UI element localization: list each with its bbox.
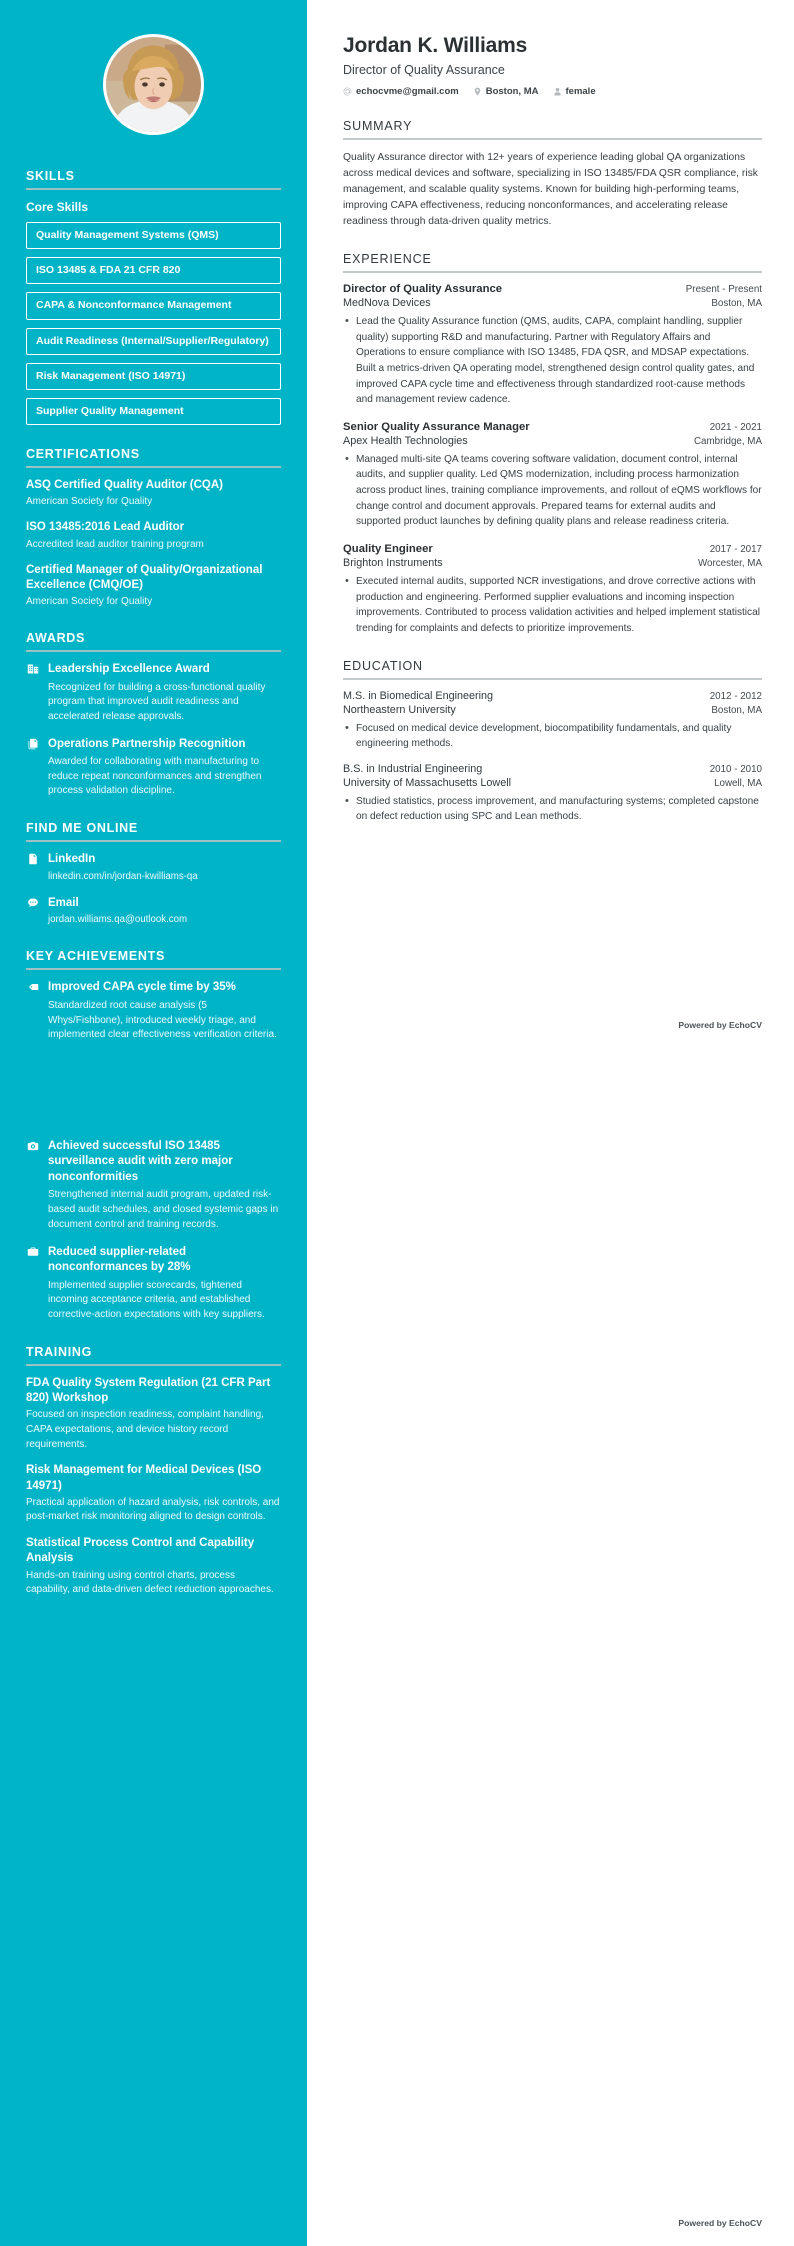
divider	[26, 968, 281, 970]
bullet: • Focused on medical device development, biocompatibility fundamentals, and quality engineering methods.	[356, 721, 762, 752]
online-profile-email[interactable]	[26, 896, 281, 928]
experience-item-subheader	[343, 435, 762, 447]
skill-chip: Risk Management (ISO 14971)	[26, 363, 281, 390]
certification-issuer: Accredited lead auditor training program	[26, 538, 204, 550]
core-skills-subheading: Core Skills	[26, 200, 89, 214]
camera-icon	[26, 1139, 40, 1152]
location-pin-icon	[473, 87, 482, 96]
education-item-header	[343, 763, 762, 775]
bullet: • Lead the Quality Assurance function (QMS, audits, CAPA, complaint handling, supplier quality) supporting R&D and manufacturing. Partner with Regulatory Affairs and Operations to ensure compliance with ISO 13485, FDA QSR, and MDSAP expectations. Built a metrics-driven QA operating model, strengthened design control quality gates, and improved CAPA cycle time and effectiveness through standardized root-cause methods and management review cadence.	[356, 314, 762, 408]
education-location: Lowell, MA	[714, 777, 762, 789]
education-school: University of Massachusetts Lowell	[343, 776, 512, 789]
training-item	[26, 1376, 281, 1453]
contact-location-text: Boston, MA	[485, 86, 539, 98]
award-body	[48, 737, 281, 800]
find-me-online-heading: FIND ME ONLINE	[26, 821, 138, 836]
award-description: Awarded for collaborating with manufacturing to reduce repeat nonconformances and strengthen process validation discipline.	[48, 756, 262, 797]
experience-bullets	[343, 452, 762, 530]
find-me-online-section	[26, 821, 281, 927]
summary-text: Quality Assurance director with 12+ years of experience leading global QA organizations across medical devices and software, specializing in ISO 13485/FDA QSR compliance, risk management, and scalable quality systems. Known for building high-performing teams, improving CAPA effectiveness, reducing nonconformances, and accelerating release readiness through data-driven quality metrics.	[343, 152, 758, 227]
divider	[26, 188, 281, 190]
experience-dates: 2017 - 2017	[709, 544, 762, 555]
education-degree: B.S. in Industrial Engineering	[343, 762, 483, 775]
experience-dates: 2021 - 2021	[709, 421, 762, 433]
key-achievements-section	[26, 949, 281, 1322]
awards-heading: AWARDS	[26, 631, 86, 645]
job-role-subtitle: Director of Quality Assurance	[343, 63, 505, 78]
divider	[343, 271, 762, 273]
training-heading: TRAINING	[26, 1344, 93, 1359]
certification-item	[26, 520, 281, 551]
certification-title: ASQ Certified Quality Auditor (CQA)	[26, 479, 223, 492]
education-dates: 2012 - 2012	[709, 690, 762, 702]
experience-location: Boston, MA	[711, 297, 762, 309]
avatar-container	[26, 34, 281, 135]
divider	[26, 466, 281, 468]
training-title: Risk Management for Medical Devices (ISO 14971)	[26, 1464, 262, 1492]
achievement-title: Reduced supplier-related nonconformances by 28%	[48, 1245, 191, 1274]
training-description: Practical application of hazard analysis, risk controls, and post-market risk monitoring aligned to design controls.	[26, 1496, 280, 1523]
main-content	[307, 0, 794, 2246]
experience-location: Worcester, MA	[697, 558, 762, 569]
divider	[26, 1364, 281, 1366]
experience-item	[343, 421, 762, 530]
experience-item	[343, 543, 762, 637]
online-profile-label: LinkedIn	[48, 853, 96, 866]
experience-bullets	[343, 574, 762, 637]
experience-job-title: Senior Quality Assurance Manager	[343, 420, 530, 433]
copy-icon	[26, 737, 40, 750]
chat-icon	[26, 896, 40, 909]
education-section	[343, 659, 762, 826]
achievement-description: Strengthened internal audit program, updated risk-based audit schedules, and closed systemic gaps in document control and training records.	[48, 1189, 279, 1230]
avatar	[103, 34, 204, 135]
summary-heading: SUMMARY	[343, 119, 413, 134]
achievement-title: Achieved successful ISO 13485 surveillance audit with zero major nonconformities	[48, 1139, 233, 1183]
skills-section	[26, 169, 281, 425]
experience-location: Cambridge, MA	[693, 435, 762, 447]
briefcase-icon	[26, 1245, 40, 1258]
experience-item-header	[343, 421, 762, 433]
building-icon	[26, 662, 40, 675]
achievement-item	[26, 1245, 281, 1323]
contact-gender	[553, 86, 596, 97]
award-item	[26, 662, 281, 725]
avatar-photo	[106, 37, 201, 132]
online-profile-linkedin[interactable]	[26, 852, 281, 884]
key-achievements-heading: KEY ACHIEVEMENTS	[26, 949, 166, 964]
education-degree: M.S. in Biomedical Engineering	[343, 689, 494, 702]
at-icon	[343, 87, 352, 96]
education-location: Boston, MA	[711, 704, 762, 716]
online-profile-body	[48, 852, 281, 884]
achievement-title: Improved CAPA cycle time by 35%	[48, 981, 236, 994]
divider	[343, 138, 762, 140]
certifications-heading: CERTIFICATIONS	[26, 447, 140, 462]
online-profile-url[interactable]: linkedin.com/in/jordan-kwilliams-qa	[48, 870, 198, 882]
education-dates: 2010 - 2010	[709, 763, 762, 775]
certifications-section	[26, 447, 281, 609]
bullet: • Managed multi-site QA teams covering software validation, document control, internal audits, and supplier quality. Led QMS modernization, including process harmonization across product lines, training compliance improvements, and rollout of eQMS workflows for change control and document approvals. Prepared teams for external audits and supported product launches by defining quality plans and release readiness criteria.	[356, 452, 762, 530]
experience-company: Brighton Instruments	[343, 557, 443, 569]
certification-item	[26, 478, 281, 509]
divider	[26, 840, 281, 842]
education-school: Northeastern University	[343, 703, 456, 716]
education-item-subheader	[343, 777, 762, 789]
education-heading: EDUCATION	[343, 658, 423, 673]
bullet: • Studied statistics, process improvement, and manufacturing systems; completed capstone on defect reduction using SPC and Lean methods.	[356, 794, 762, 825]
resume-header	[343, 33, 762, 97]
skill-chip: ISO 13485 & FDA 21 CFR 820	[26, 257, 281, 284]
education-bullets	[343, 794, 762, 825]
training-item	[26, 1463, 281, 1525]
contact-email-text: echocvme@gmail.com	[356, 86, 459, 98]
education-item-subheader	[343, 704, 762, 716]
education-item-header	[343, 690, 762, 702]
experience-section	[343, 252, 762, 637]
online-profile-body	[48, 896, 281, 928]
skill-chip: Supplier Quality Management	[26, 398, 281, 425]
education-item	[343, 763, 762, 825]
sidebar	[0, 0, 307, 2246]
certification-item	[26, 563, 281, 609]
experience-company: MedNova Devices	[343, 296, 431, 309]
page-title: Jordan K. Williams	[343, 34, 528, 57]
achievement-body	[48, 1245, 281, 1323]
education-bullets	[343, 721, 762, 752]
experience-job-title: Quality Engineer	[343, 543, 433, 555]
certification-title: ISO 13485:2016 Lead Auditor	[26, 521, 185, 534]
contact-location	[473, 86, 539, 97]
certification-title: Certified Manager of Quality/Organizational Excellence (CMQ/OE)	[26, 563, 263, 591]
experience-dates: Present - Present	[685, 283, 762, 295]
certification-issuer: American Society for Quality	[26, 496, 153, 508]
achievement-description: Implemented supplier scorecards, tightened incoming acceptance criteria, and established corrective-action expectations with key suppliers.	[48, 1279, 265, 1320]
experience-heading: EXPERIENCE	[343, 251, 432, 266]
education-item	[343, 690, 762, 752]
achievement-description: Standardized root cause analysis (5 Whys/Fishbone), introduced weekly triage, and implemented clear effectiveness verification criteria.	[48, 999, 277, 1041]
powered-by-badge: Powered by EchoCV	[678, 2218, 762, 2228]
contact-gender-text: female	[565, 86, 596, 98]
experience-item-header	[343, 543, 762, 555]
award-body	[48, 662, 281, 725]
document-icon	[26, 852, 40, 865]
powered-by-badge: Powered by EchoCV	[678, 1020, 762, 1030]
award-description: Recognized for building a cross-functional quality program that improved audit readiness and accelerated release approvals.	[48, 681, 266, 722]
achievement-body	[48, 980, 281, 1043]
achievement-item	[26, 1139, 281, 1233]
experience-bullets	[343, 314, 762, 408]
award-title: Operations Partnership Recognition	[48, 737, 246, 750]
person-icon	[553, 87, 562, 96]
awards-section	[26, 631, 281, 799]
experience-item-header	[343, 283, 762, 295]
divider	[343, 678, 762, 680]
training-item	[26, 1536, 281, 1598]
online-profile-label: Email	[48, 896, 79, 909]
experience-job-title: Director of Quality Assurance	[343, 282, 503, 295]
training-title: FDA Quality System Regulation (21 CFR Part 820) Workshop	[26, 1376, 271, 1404]
training-description: Focused on inspection readiness, complaint handling, CAPA expectations, and device history record requirements.	[26, 1409, 264, 1450]
experience-item-subheader	[343, 297, 762, 309]
online-profile-url[interactable]: jordan.williams.qa@outlook.com	[48, 914, 188, 926]
skill-chip: CAPA & Nonconformance Management	[26, 292, 281, 319]
experience-company: Apex Health Technologies	[343, 434, 468, 447]
contact-line	[343, 86, 762, 97]
achievement-item	[26, 980, 281, 1043]
tag-icon	[26, 980, 40, 993]
divider	[26, 650, 281, 652]
achievement-body	[48, 1139, 281, 1233]
training-title: Statistical Process Control and Capability Analysis	[26, 1537, 255, 1565]
certification-issuer: American Society for Quality	[26, 596, 153, 607]
skill-chip: Audit Readiness (Internal/Supplier/Regulatory)	[26, 328, 281, 355]
experience-item-subheader	[343, 557, 762, 569]
award-title: Leadership Excellence Award	[48, 663, 210, 675]
contact-email[interactable]	[343, 86, 459, 97]
award-item	[26, 737, 281, 800]
bullet: • Executed internal audits, supported NCR investigations, and drove corrective actions with production and engineering. Performed supplier evaluations and incoming inspection improvements. Contributed to process validation activities and helped implement statistical trending for complaints and defects to prioritize improvements.	[356, 574, 762, 637]
training-section	[26, 1345, 281, 1599]
skills-heading: SKILLS	[26, 169, 75, 183]
summary-section	[343, 119, 762, 230]
experience-item	[343, 283, 762, 408]
training-description: Hands-on training using control charts, process capability, and data-driven defect reduction approaches.	[26, 1569, 274, 1596]
skill-chip: Quality Management Systems (QMS)	[26, 222, 281, 249]
